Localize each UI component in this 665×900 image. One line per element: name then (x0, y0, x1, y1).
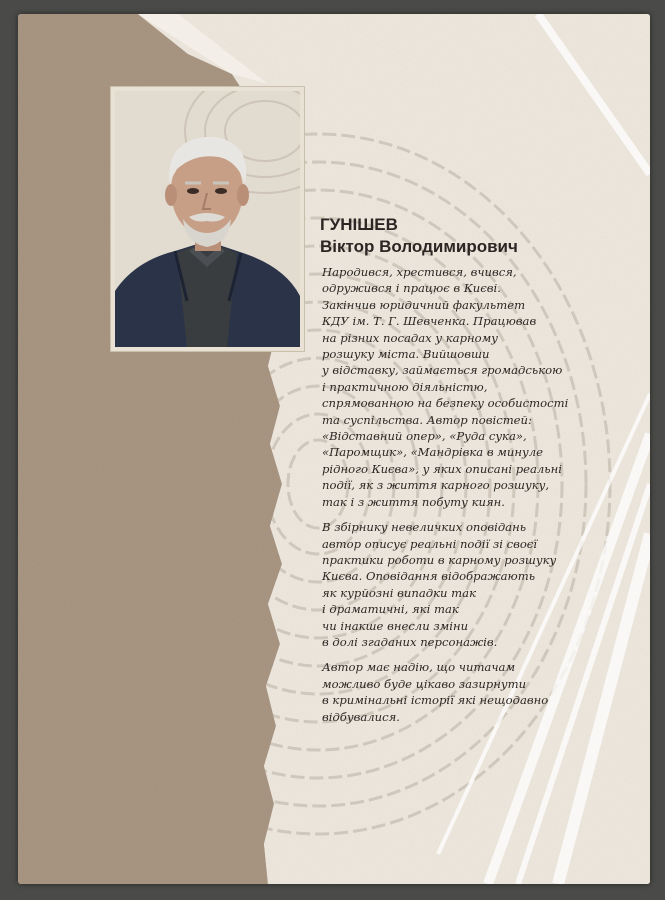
bio-paragraph-1 (322, 264, 622, 510)
bio-line: Києва. Оповідання відображають (322, 569, 536, 584)
book-back-cover (18, 14, 650, 884)
author-name (320, 214, 640, 258)
bio-line: і драматичні, які так (322, 602, 459, 617)
author-surname: ГУНІШЕВ (320, 215, 398, 234)
bio-line: та суспільства. Автор повістей: (322, 412, 532, 427)
bio-line: автор описує реальні події зі своєї (322, 536, 538, 551)
author-given-names: Віктор Володимирович (320, 237, 518, 256)
bio-line: на різних посадах у карному (322, 330, 498, 345)
bio-line: Автор має надію, що читачам (322, 660, 516, 675)
bio-line: КДУ ім. Т. Г. Шевченка. Працював (322, 314, 537, 329)
author-biography (322, 264, 622, 734)
bio-line: у відставку, займається громадською (322, 363, 563, 378)
bio-line: В збірнику невеличких оповідань (322, 520, 527, 535)
bio-line: події, як з життя карного розшуку, (322, 478, 550, 493)
bio-line: і практичною діяльністю, (322, 379, 488, 394)
bio-line: спрямованною на безпеку особистості (322, 396, 569, 411)
bio-line: «Відставний опер», «Руда сука», (322, 429, 527, 444)
bio-line: практики роботи в карному розшуку (322, 552, 557, 567)
bio-line: можливо буде цікаво зазирнути (322, 676, 527, 691)
bio-line: Закінчив юридичний факультет (322, 297, 526, 312)
author-photo (115, 91, 300, 347)
bio-line: як курйозні випадки так (322, 585, 477, 600)
bio-line: Народився, хрестився, вчився, (322, 265, 517, 279)
bio-line: одружився і працює в Києві. (322, 281, 501, 296)
bio-line: в кримінальні історії які нещодавно (322, 693, 549, 708)
bio-line: в долі згаданих персонажів. (322, 634, 498, 649)
bio-line: рідного Києва», у яких описані реальні (322, 461, 562, 476)
bio-line: розшуку міста. Вийшовши (322, 347, 490, 362)
portrait-image (115, 91, 300, 347)
bio-paragraph-3 (322, 659, 622, 725)
bio-line: чи інакше внесли зміни (322, 618, 469, 633)
bio-line: відбувалися. (322, 709, 400, 724)
bio-line: «Паромщик», «Мандрівка в минуле (322, 445, 543, 460)
author-photo-frame (110, 86, 305, 352)
bio-paragraph-2 (322, 519, 622, 650)
bio-line: так і з життя побуту киян. (322, 494, 505, 509)
